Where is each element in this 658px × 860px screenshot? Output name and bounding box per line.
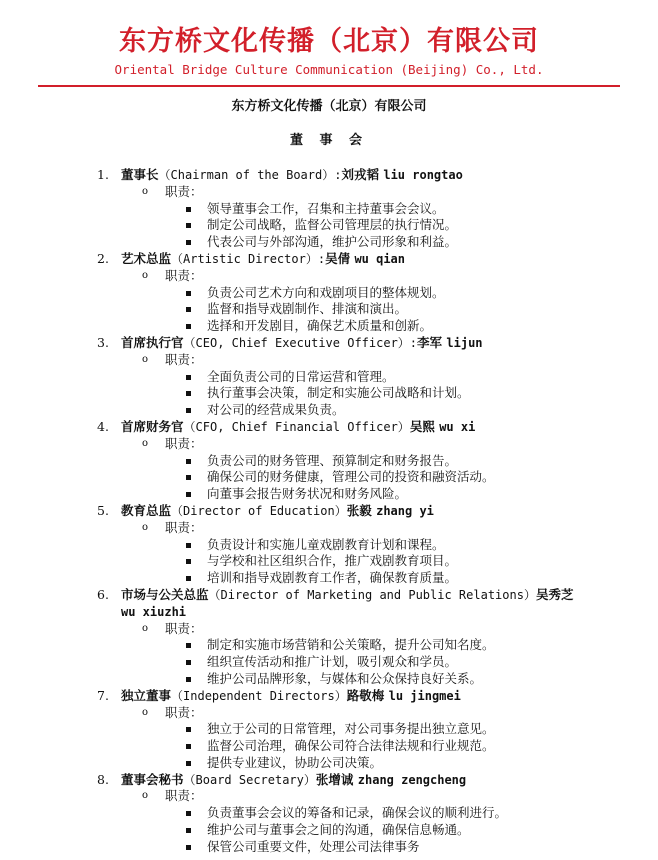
duty-item [121, 738, 578, 755]
letterhead [0, 0, 658, 87]
role-number: 2. [97, 250, 109, 266]
role-item [0, 251, 658, 335]
square-bullet-icon [186, 576, 191, 581]
role-item [0, 772, 658, 856]
duty-text: 监督和指导戏剧制作、排演和演出。 [207, 301, 408, 317]
role-item [0, 503, 658, 587]
duty-text: 制定公司战略，监督公司管理层的执行情况。 [207, 217, 458, 233]
duties-label: 职责： [165, 519, 203, 535]
duties-list [121, 285, 578, 335]
role-person-pinyin: wu xi [439, 419, 476, 434]
role-number: 4. [97, 418, 109, 434]
square-bullet-icon [186, 727, 191, 732]
duties-list [121, 637, 578, 687]
role-person-name: 吴秀芝 [535, 586, 574, 602]
duty-item [121, 553, 578, 570]
duty-item [121, 453, 578, 470]
square-bullet-icon [186, 811, 191, 816]
role-heading [121, 503, 578, 520]
duties-label-row [121, 436, 578, 453]
duty-text: 维护公司与董事会之间的沟通，确保信息畅通。 [207, 822, 470, 838]
square-bullet-icon [186, 845, 191, 850]
duties-label-row [121, 520, 578, 537]
square-bullet-icon [186, 677, 191, 682]
role-title-cn: 董事长 [121, 167, 159, 182]
square-bullet-icon [186, 543, 191, 548]
duty-item [121, 402, 578, 419]
duty-item [121, 234, 578, 251]
role-person-pinyin: wu xiuzhi [121, 604, 187, 619]
role-person-pinyin: liu rongtao [383, 168, 463, 182]
square-bullet-icon [186, 459, 191, 464]
document-title: 东方桥文化传播（北京）有限公司 [231, 99, 427, 114]
role-person-name: 吴熙 [409, 418, 435, 434]
role-number: 7. [97, 687, 109, 703]
duty-text: 执行董事会决策，制定和实施公司战略和计划。 [207, 385, 470, 401]
circle-bullet-icon: o [142, 790, 149, 802]
role-person-name: 吴倩 [325, 250, 351, 266]
square-bullet-icon [186, 643, 191, 648]
duty-text: 负责设计和实施儿童戏剧教育计划和课程。 [207, 536, 445, 552]
role-heading [121, 772, 578, 789]
square-bullet-icon [186, 744, 191, 749]
role-person-pinyin: wu qian [354, 251, 406, 266]
role-item [0, 419, 658, 503]
role-heading [121, 251, 578, 268]
duty-text: 独立于公司的日常管理，对公司事务提出独立意见。 [207, 721, 495, 737]
role-person-name: 刘戎韬 [341, 167, 379, 182]
duty-text: 向董事会报告财务状况和财务风险。 [207, 486, 408, 502]
role-title-cn: 市场与公关总监 [121, 586, 209, 602]
role-title-en: （Artistic Director）: [171, 251, 326, 266]
letterhead-company-cn: 东方桥文化传播（北京）有限公司 [119, 26, 539, 57]
role-title-en: （Independent Directors） [171, 688, 347, 703]
duties-list [121, 721, 578, 771]
role-number: 6. [97, 586, 109, 602]
duty-item [121, 570, 578, 587]
duties-label-row [121, 268, 578, 285]
role-number: 3. [97, 334, 109, 350]
duty-item [121, 385, 578, 402]
duties-label-row [121, 788, 578, 805]
role-person-pinyin: zhang zengcheng [357, 772, 467, 787]
role-title-en: （Director of Education） [171, 503, 347, 518]
duties-label: 职责： [165, 620, 203, 636]
role-person-pinyin: lijun [446, 335, 483, 350]
duties-label: 职责： [165, 788, 203, 804]
duties-label: 职责： [165, 183, 203, 199]
duty-text: 对公司的经营成果负责。 [207, 402, 345, 418]
duty-item [121, 486, 578, 503]
duties-list [121, 453, 578, 503]
role-heading [121, 587, 578, 621]
duties-label-row [121, 184, 578, 201]
role-title-cn: 艺术总监 [121, 250, 172, 266]
square-bullet-icon [186, 391, 191, 396]
square-bullet-icon [186, 207, 191, 212]
circle-bullet-icon: o [142, 185, 149, 197]
role-title-en: （CEO, Chief Executive Officer）: [183, 335, 418, 350]
role-title-cn: 董事会秘书 [121, 771, 184, 787]
duty-item [121, 805, 578, 822]
duty-item [121, 654, 578, 671]
duty-text: 负责公司的财务管理、预算制定和财务报告。 [207, 452, 458, 468]
role-item [0, 688, 658, 772]
duty-item [121, 671, 578, 688]
square-bullet-icon [186, 307, 191, 312]
duty-text: 培训和指导戏剧教育工作者，确保教育质量。 [207, 570, 458, 586]
duty-item [121, 201, 578, 218]
duties-label: 职责： [165, 704, 203, 720]
circle-bullet-icon: o [142, 353, 149, 365]
role-person-name: 李军 [417, 334, 443, 350]
duties-label-row [121, 621, 578, 638]
role-person-pinyin: lu jingmei [388, 688, 461, 703]
duty-text: 选择和开发剧目，确保艺术质量和创新。 [207, 318, 433, 334]
duty-item [121, 318, 578, 335]
role-title-cn: 独立董事 [121, 687, 172, 703]
duty-text: 负责董事会会议的筹备和记录，确保会议的顺利进行。 [207, 805, 508, 821]
square-bullet-icon [186, 408, 191, 413]
duty-text: 监督公司治理，确保公司符合法律法规和行业规范。 [207, 738, 495, 754]
duty-item [121, 839, 578, 856]
circle-bullet-icon: o [142, 521, 149, 533]
role-title-en: （Board Secretary） [183, 772, 316, 787]
duty-text: 提供专业建议，协助公司决策。 [207, 754, 383, 770]
role-heading [121, 335, 578, 352]
role-title-en: （Chairman of the Board）: [158, 168, 342, 182]
duties-list [121, 369, 578, 419]
role-heading [121, 419, 578, 436]
circle-bullet-icon: o [142, 622, 149, 634]
duty-text: 制定和实施市场营销和公关策略，提升公司知名度。 [207, 637, 495, 653]
duty-text: 与学校和社区组织合作，推广戏剧教育项目。 [207, 553, 458, 569]
square-bullet-icon [186, 761, 191, 766]
duty-text: 确保公司的财务健康，管理公司的投资和融资活动。 [207, 469, 495, 485]
duty-text: 代表公司与外部沟通，维护公司形象和利益。 [207, 234, 458, 250]
role-person-name: 张毅 [346, 502, 372, 518]
duties-list [121, 805, 578, 855]
duty-item [121, 369, 578, 386]
role-heading [121, 688, 578, 705]
role-title-cn: 教育总监 [121, 502, 172, 518]
duty-text: 全面负责公司的日常运营和管理。 [207, 368, 395, 384]
duties-label: 职责： [165, 435, 203, 451]
role-item [0, 167, 658, 251]
section-title: 董 事 会 [289, 133, 369, 148]
square-bullet-icon [186, 291, 191, 296]
role-title-en: （CFO, Chief Financial Officer） [183, 419, 410, 434]
duty-item [121, 822, 578, 839]
circle-bullet-icon: o [142, 269, 149, 281]
role-number: 5. [97, 502, 109, 518]
duties-list [121, 201, 578, 251]
duty-item [121, 755, 578, 772]
duty-text: 保管公司重要文件，处理公司法律事务 [207, 838, 420, 854]
circle-bullet-icon: o [142, 706, 149, 718]
square-bullet-icon [186, 475, 191, 480]
square-bullet-icon [186, 492, 191, 497]
role-title-cn: 首席执行官 [121, 334, 184, 350]
duties-list [121, 537, 578, 587]
duties-label-row [121, 352, 578, 369]
role-number: 8. [97, 771, 109, 787]
square-bullet-icon [186, 828, 191, 833]
role-person-name: 路敬梅 [346, 687, 385, 703]
square-bullet-icon [186, 559, 191, 564]
duty-item [121, 469, 578, 486]
square-bullet-icon [186, 240, 191, 245]
role-title-en: （Director of Marketing and Public Relations） [208, 587, 536, 602]
duty-item [121, 301, 578, 318]
square-bullet-icon [186, 324, 191, 329]
role-number: 1. [97, 167, 109, 182]
roles-list [0, 167, 658, 856]
circle-bullet-icon: o [142, 437, 149, 449]
duty-text: 领导董事会工作，召集和主持董事会会议。 [207, 200, 445, 216]
role-person-pinyin: zhang yi [376, 503, 434, 518]
role-heading [121, 167, 578, 184]
duty-text: 组织宣传活动和推广计划，吸引观众和学员。 [207, 654, 458, 670]
duty-item [121, 721, 578, 738]
duty-text: 维护公司品牌形象，与媒体和公众保持良好关系。 [207, 670, 483, 686]
duty-text: 负责公司艺术方向和戏剧项目的整体规划。 [207, 284, 445, 300]
duty-item [121, 285, 578, 302]
square-bullet-icon [186, 375, 191, 380]
square-bullet-icon [186, 660, 191, 665]
duties-label-row [121, 705, 578, 722]
letterhead-rule [38, 85, 620, 87]
role-title-cn: 首席财务官 [121, 418, 184, 434]
duties-label: 职责： [165, 267, 203, 283]
square-bullet-icon [186, 223, 191, 228]
letterhead-company-en: Oriental Bridge Culture Communication (Beijing) Co., Ltd. [114, 62, 544, 77]
duty-item [121, 217, 578, 234]
duty-item [121, 537, 578, 554]
role-item [0, 335, 658, 419]
duties-label: 职责： [165, 351, 203, 367]
duty-item [121, 637, 578, 654]
role-item [0, 587, 658, 688]
role-person-name: 张增诚 [315, 771, 354, 787]
